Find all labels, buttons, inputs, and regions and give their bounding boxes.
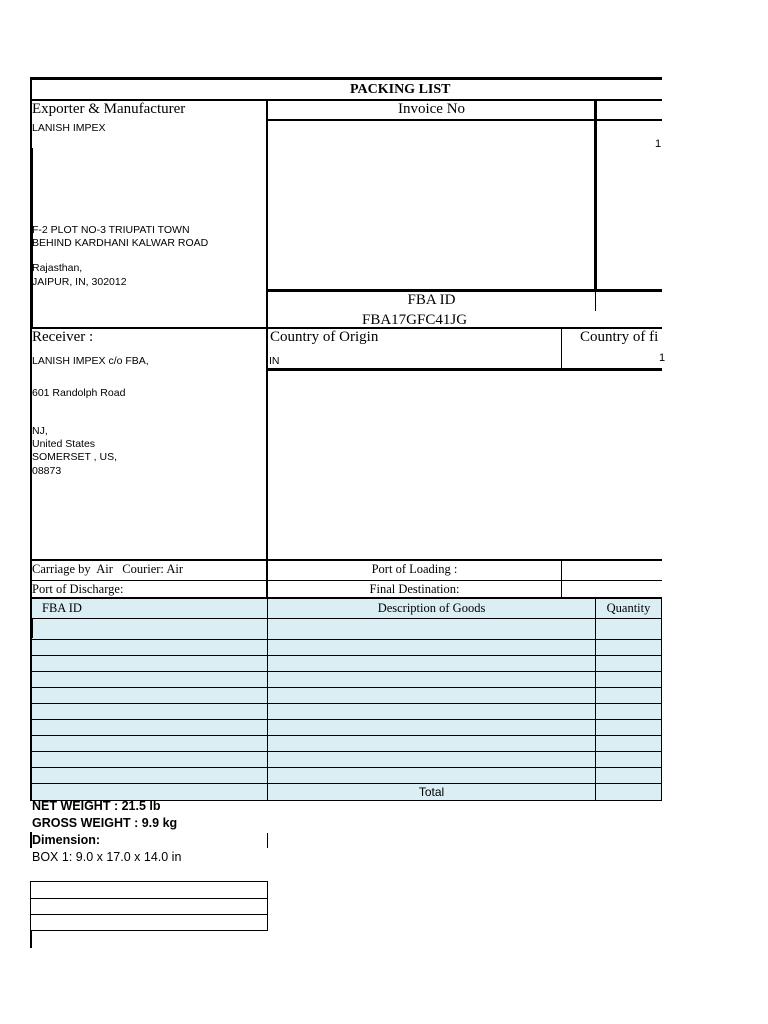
table-row	[32, 736, 661, 752]
quantity-cell	[595, 688, 661, 703]
table-row	[32, 752, 661, 768]
fba-id-cell	[32, 704, 267, 719]
column-divider-2-lower	[595, 291, 596, 311]
table-row	[32, 720, 661, 736]
table-row	[32, 688, 661, 704]
dimension-label: Dimension:	[32, 833, 101, 847]
description-cell	[267, 720, 595, 735]
fba-id-cell	[32, 768, 267, 783]
table-row	[32, 672, 661, 688]
box-dimension: BOX 1: 9.0 x 17.0 x 14.0 in	[32, 850, 182, 864]
exporter-city-line: Rajasthan,	[32, 262, 83, 274]
quantity-cell	[595, 736, 661, 751]
port-of-loading-label: Port of Loading :	[371, 562, 458, 576]
column-header-description: Description of Goods	[267, 599, 595, 618]
first-row-left-border-thick	[30, 618, 33, 638]
invoice-rule	[268, 119, 662, 121]
quantity-cell	[595, 768, 661, 783]
description-cell	[267, 619, 595, 639]
exporter-address-line: BEHIND KARDHANI KALWAR ROAD	[32, 237, 209, 249]
fba-id-cell	[32, 736, 267, 751]
carriage-top-rule	[30, 559, 662, 561]
fba-label: FBA ID	[407, 292, 456, 308]
port-of-discharge-label: Port of Discharge:	[32, 582, 124, 596]
fba-value: FBA17GFC41JG	[362, 312, 468, 328]
exporter-name: LANISH IMPEX	[32, 122, 106, 134]
fba-id-cell	[32, 752, 267, 767]
description-cell	[267, 752, 595, 767]
table-body	[32, 619, 661, 784]
invoice-adjacent-value: 1	[655, 138, 662, 150]
dimension-right-mark	[267, 833, 268, 848]
fba-id-cell	[32, 688, 267, 703]
description-cell	[267, 688, 595, 703]
origin-bottom-rule	[268, 368, 662, 371]
origin-label: Country of Origin	[270, 329, 379, 345]
final-country-label: Country of fi	[580, 329, 659, 345]
net-weight: NET WEIGHT : 21.5 lb	[32, 799, 161, 813]
receiver-address-line: NJ,	[32, 425, 48, 437]
table-row	[32, 768, 661, 784]
description-cell	[267, 640, 595, 655]
fba-id-cell	[32, 640, 267, 655]
exporter-label: Exporter & Manufacturer	[32, 101, 186, 117]
fba-id-cell	[32, 720, 267, 735]
receiver-name: LANISH IMPEX c/o FBA,	[32, 355, 149, 367]
exporter-city-line: JAIPUR, IN, 302012	[32, 276, 127, 288]
quantity-cell	[595, 752, 661, 767]
table-row	[32, 619, 661, 640]
final-country-value: 1	[659, 352, 666, 364]
fba-id-cell	[32, 656, 267, 671]
column-header-fba-id: FBA ID	[42, 601, 82, 615]
invoice-label: Invoice No	[397, 101, 466, 117]
signature-table-row	[31, 899, 267, 915]
signature-table-row	[31, 915, 267, 931]
description-cell	[267, 672, 595, 687]
fba-id-cell	[32, 672, 267, 687]
table-header-row	[32, 599, 661, 619]
column-header-quantity: Quantity	[595, 599, 661, 618]
quantity-cell	[595, 619, 661, 639]
signature-table	[30, 881, 268, 931]
description-cell	[267, 656, 595, 671]
total-quantity-cell	[595, 784, 661, 800]
table-row	[32, 640, 661, 656]
discharge-top-rule	[30, 580, 662, 581]
carriage-text: Carriage by Air Courier: Air	[32, 562, 184, 576]
quantity-cell	[595, 720, 661, 735]
final-destination-label: Final Destination:	[369, 582, 460, 596]
receiver-label: Receiver :	[32, 329, 94, 345]
column-divider-2	[594, 99, 597, 291]
fba-top-rule	[268, 289, 662, 292]
gross-weight: GROSS WEIGHT : 9.9 kg	[32, 816, 178, 830]
goods-table	[30, 597, 662, 801]
receiver-address-line: 08873	[32, 465, 62, 477]
quantity-cell	[595, 640, 661, 655]
description-cell	[267, 736, 595, 751]
loading-divider	[561, 560, 562, 598]
table-row	[32, 704, 661, 720]
description-cell	[267, 704, 595, 719]
receiver-street: 601 Randolph Road	[32, 387, 126, 399]
description-cell	[267, 768, 595, 783]
origin-value: IN	[269, 355, 280, 367]
total-fba-id-cell	[32, 784, 267, 800]
table-row	[32, 656, 661, 672]
quantity-cell	[595, 704, 661, 719]
receiver-address-line: SOMERSET , US,	[32, 451, 117, 463]
signature-left-mark	[30, 931, 32, 948]
quantity-cell	[595, 656, 661, 671]
exporter-address-line: F-2 PLOT NO-3 TRIUPATI TOWN	[32, 224, 190, 236]
origin-divider	[561, 328, 562, 369]
quantity-cell	[595, 672, 661, 687]
receiver-address-line: United States	[32, 438, 96, 450]
signature-table-row	[31, 882, 267, 899]
column-divider-1	[266, 99, 268, 598]
fba-id-cell	[32, 619, 267, 639]
top-rule	[30, 77, 662, 80]
total-label: Total	[267, 784, 595, 800]
page-title: PACKING LIST	[350, 82, 451, 97]
